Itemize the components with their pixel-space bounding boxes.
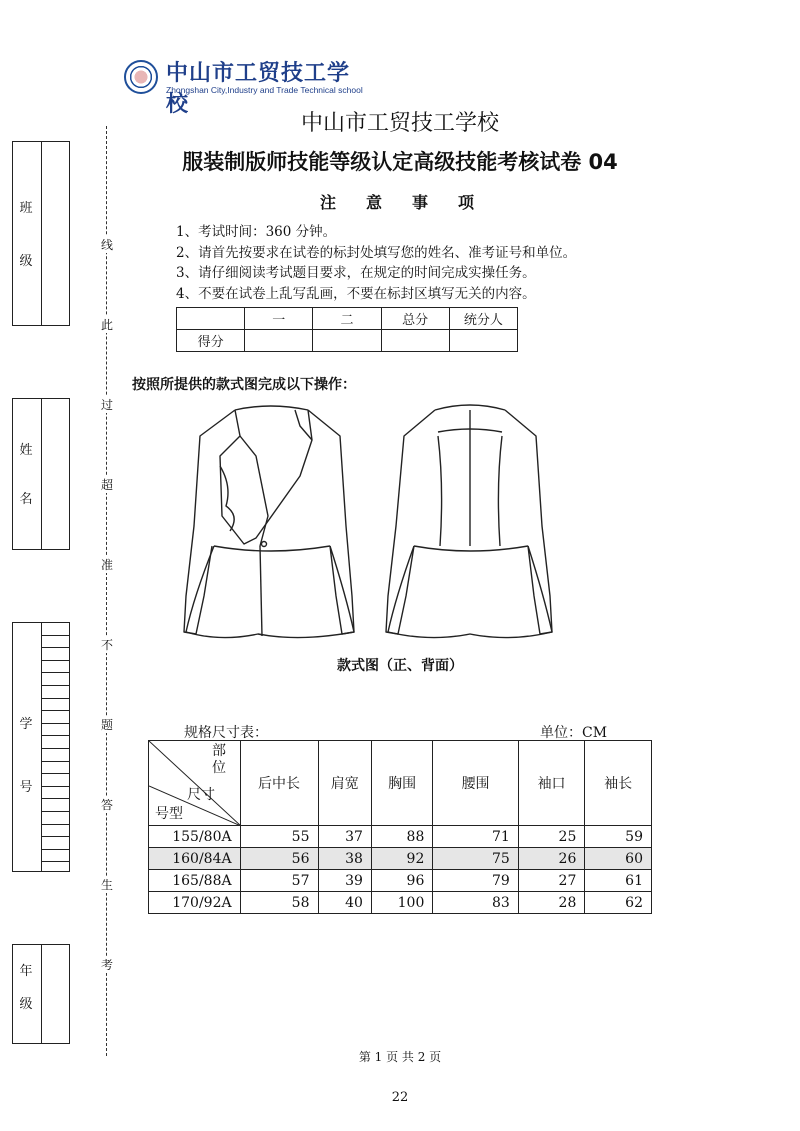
spec-row xyxy=(149,892,652,914)
spec-column-header: 袖长 xyxy=(585,741,652,826)
value-cell: 62 xyxy=(585,892,652,914)
size-cell: 155/80A xyxy=(149,826,241,848)
rule-item: 1、考试时间：360 分钟。 xyxy=(176,224,337,240)
value-cell: 83 xyxy=(433,892,518,914)
seal-char: 超 xyxy=(100,478,113,492)
value-cell: 58 xyxy=(240,892,318,914)
logo-chinese-name: 中山市工贸技工学校 xyxy=(166,61,351,117)
value-cell: 25 xyxy=(518,826,585,848)
rule-item: 4、不要在试卷上乱写乱画，不要在标封区填写无关的内容。 xyxy=(176,285,536,302)
value-cell: 79 xyxy=(433,870,518,892)
page-number: 22 xyxy=(391,1090,409,1105)
seal-char: 不 xyxy=(100,638,113,652)
corner-size-label: 尺寸 xyxy=(187,787,215,803)
value-cell: 55 xyxy=(240,826,318,848)
value-cell: 61 xyxy=(585,870,652,892)
value-cell: 96 xyxy=(371,870,432,892)
score-cell[interactable] xyxy=(381,330,449,352)
value-cell: 88 xyxy=(371,826,432,848)
seal-char: 过 xyxy=(100,398,113,412)
grade-field-box xyxy=(12,944,70,1044)
spec-unit: 单位：CM xyxy=(540,725,608,741)
back-view-jacket xyxy=(386,405,552,638)
seal-char: 准 xyxy=(100,558,113,572)
value-cell: 37 xyxy=(318,826,371,848)
spec-row xyxy=(149,826,652,848)
score-header-cell xyxy=(177,308,245,330)
seal-char: 答 xyxy=(100,798,113,812)
spec-corner-cell xyxy=(149,741,241,826)
front-view-jacket xyxy=(184,406,354,638)
seal-dashed-line xyxy=(106,126,107,1056)
value-cell: 28 xyxy=(518,892,585,914)
spec-column-header: 肩宽 xyxy=(318,741,371,826)
figure-caption: 款式图（正、背面） xyxy=(337,658,463,674)
school-logo xyxy=(124,56,364,117)
class-label: 班 级 xyxy=(19,201,33,269)
value-cell: 26 xyxy=(518,848,585,870)
notice-heading: 注意事项 xyxy=(320,193,505,212)
score-cell[interactable] xyxy=(245,330,313,352)
spec-header-row xyxy=(149,741,652,826)
score-cell[interactable] xyxy=(449,330,517,352)
spec-table-title: 规格尺寸表： xyxy=(184,725,268,741)
exam-rules xyxy=(176,222,576,304)
score-header-cell: 二 xyxy=(313,308,381,330)
value-cell: 39 xyxy=(318,870,371,892)
seal-char: 线 xyxy=(100,238,113,252)
score-table xyxy=(176,307,518,352)
score-row xyxy=(177,330,518,352)
name-field-box xyxy=(12,398,70,550)
page-info: 第 1 页 共 2 页 xyxy=(358,1050,442,1064)
student-id-label: 学 号 xyxy=(19,717,33,795)
value-cell: 40 xyxy=(318,892,371,914)
score-header-cell: 总分 xyxy=(381,308,449,330)
rule-item: 2、请首先按要求在试卷的标封处填写您的姓名、准考证号和单位。 xyxy=(176,244,577,261)
value-cell: 75 xyxy=(433,848,518,870)
value-cell: 71 xyxy=(433,826,518,848)
spec-column-header: 腰围 xyxy=(433,741,518,826)
corner-part-label: 部位 xyxy=(212,743,226,776)
spec-row xyxy=(149,870,652,892)
value-cell: 27 xyxy=(518,870,585,892)
score-header-row xyxy=(177,308,518,330)
seal-char: 考 xyxy=(100,958,113,972)
value-cell: 56 xyxy=(240,848,318,870)
spec-row-highlighted xyxy=(149,848,652,870)
task-instruction: 按照所提供的款式图完成以下操作： xyxy=(132,377,356,393)
spec-table xyxy=(148,740,652,914)
rule-item: 3、请仔细阅读考试题目要求，在规定的时间完成实操任务。 xyxy=(176,265,536,281)
seal-char: 题 xyxy=(100,718,113,732)
logo-english-name: Zhongshan City,Industry and Trade Technical school xyxy=(166,85,363,95)
value-cell: 92 xyxy=(371,848,432,870)
score-cell[interactable] xyxy=(313,330,381,352)
exam-title: 服装制版师技能等级认定高级技能考核试卷 04 xyxy=(182,150,618,174)
score-header-cell: 统分人 xyxy=(449,308,517,330)
spec-column-header: 袖口 xyxy=(518,741,585,826)
score-header-cell: 一 xyxy=(245,308,313,330)
seal-char: 此 xyxy=(100,318,113,332)
size-cell: 170/92A xyxy=(149,892,241,914)
value-cell: 100 xyxy=(371,892,432,914)
name-label: 姓 名 xyxy=(19,443,33,507)
school-emblem-icon xyxy=(124,60,158,94)
seal-char: 生 xyxy=(100,878,113,892)
corner-model-label: 号型 xyxy=(155,806,183,822)
spec-column-header: 胸围 xyxy=(371,741,432,826)
grade-label: 年 级 xyxy=(19,964,33,1012)
size-cell: 165/88A xyxy=(149,870,241,892)
value-cell: 38 xyxy=(318,848,371,870)
spec-column-header: 后中长 xyxy=(240,741,318,826)
garment-sketch xyxy=(160,396,560,646)
size-cell: 160/84A xyxy=(149,848,241,870)
value-cell: 59 xyxy=(585,826,652,848)
value-cell: 60 xyxy=(585,848,652,870)
score-row-label: 得分 xyxy=(177,330,245,352)
school-name: 中山市工贸技工学校 xyxy=(300,111,499,136)
value-cell: 57 xyxy=(240,870,318,892)
